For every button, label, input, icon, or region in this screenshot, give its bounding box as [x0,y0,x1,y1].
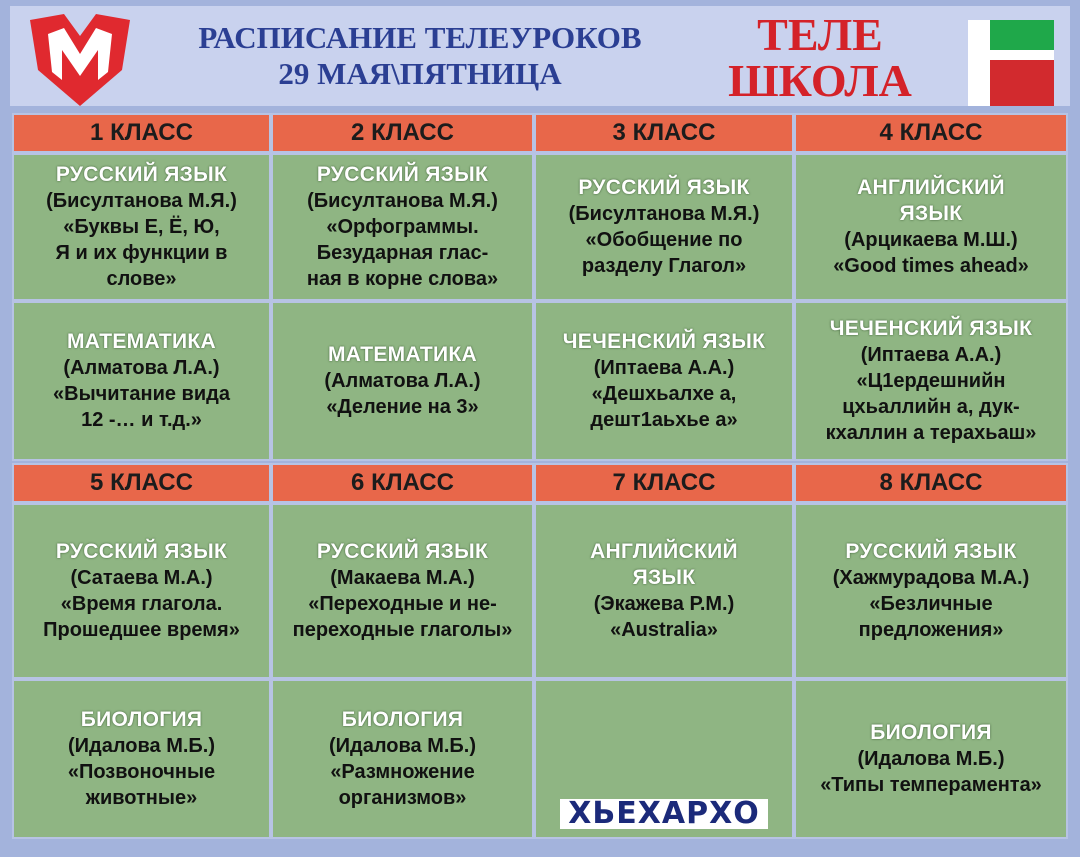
grade-header: 5 КЛАСС [12,463,271,503]
schedule-grid-grades-1-4 [12,113,1068,461]
teacher: (Идалова М.Б.) [857,748,1005,770]
topic: «Время глагола. [60,593,223,615]
lesson-cell [12,679,271,839]
topic: «Орфограммы. [326,216,479,238]
header [10,6,1070,106]
topic: переходные глаголы» [292,619,513,641]
lesson-cell [271,153,534,301]
teacher: (Иптаева А.А.) [593,357,735,379]
teacher: (Иптаева А.А.) [860,344,1002,366]
grade-header: 3 КЛАСС [534,113,794,153]
topic: «Позвоночные [67,761,216,783]
teacher: (Идалова М.Б.) [67,735,216,757]
topic: «Australia» [610,619,718,641]
teacher: (Бисултанова М.Я.) [568,203,760,225]
topic: «Деление на 3» [326,396,479,418]
subject: РУССКИЙ ЯЗЫК [578,176,750,199]
subject: ЯЗЫК [899,202,963,225]
topic: дешт1аьхье а» [590,409,738,431]
lesson-cell [794,153,1068,301]
topic: Прошедшее время» [43,619,240,641]
grade-header: 2 КЛАСС [271,113,534,153]
topic: «Безличные [869,593,993,615]
topic: разделу Глагол» [581,255,747,277]
topic: «Переходные и не- [308,593,497,615]
teacher: (Алматова Л.А.) [324,370,481,392]
lesson-cell [12,301,271,461]
grade-header: 7 КЛАСС [534,463,794,503]
teacher: (Экажева Р.М.) [593,593,735,615]
topic: кхаллин а терахьаш» [825,422,1037,444]
teacher: (Макаева М.А.) [330,567,475,589]
subject: МАТЕМАТИКА [328,343,477,366]
topic: ная в корне слова» [306,268,499,290]
grade-header: 4 КЛАСС [794,113,1068,153]
title-line-1: РАСПИСАНИЕ ТЕЛЕУРОКОВ [198,20,642,55]
lesson-cell [534,301,794,461]
lesson-cell [534,503,794,679]
m-shield-logo-icon [24,10,136,108]
lesson-cell [794,503,1068,679]
grade-header: 6 КЛАСС [271,463,534,503]
subject: РУССКИЙ ЯЗЫК [55,540,228,563]
subject: РУССКИЙ ЯЗЫК [845,540,1017,563]
brand-line-2: ШКОЛА [728,55,912,106]
subject: РУССКИЙ ЯЗЫК [316,163,489,186]
teacher: (Сатаева М.А.) [70,567,213,589]
teacher: (Алматова Л.А.) [63,357,220,379]
subject: АНГЛИЙСКИЙ [857,176,1005,199]
topic: 12 -… и т.д.» [81,409,202,431]
title-line-2: 29 МАЯ\ПЯТНИЦА [278,56,562,91]
subject: БИОЛОГИЯ [870,721,992,744]
subject: РУССКИЙ ЯЗЫК [316,540,489,563]
topic: животные» [85,787,198,809]
lesson-cell [534,153,794,301]
subject: БИОЛОГИЯ [341,708,464,731]
topic: «Good times ahead» [833,255,1029,277]
topic: «Вычитание вида [53,383,230,405]
teacher: (Бисултанова М.Я.) [307,190,498,212]
teacher: (Бисултанова М.Я.) [46,190,237,212]
lesson-cell [12,503,271,679]
chechen-flag-icon [968,20,1054,106]
lesson-cell [12,153,271,301]
grade-header: 8 КЛАСС [794,463,1068,503]
topic: «Ц1ердешнийн [856,370,1006,392]
page-title [180,20,660,92]
topic: слове» [106,268,177,290]
topic: «Буквы Е, Ё, Ю, [63,216,220,238]
topic: «Обобщение по [585,229,743,251]
teacher: (Идалова М.Б.) [328,735,477,757]
subject: ЯЗЫК [632,566,696,589]
topic: организмов» [338,787,467,809]
subject: АНГЛИЙСКИЙ [590,540,738,563]
subject: ЧЕЧЕНСКИЙ ЯЗЫК [562,330,766,353]
topic: Безударная глас- [316,242,489,264]
teacher: (Хажмурадова М.А.) [832,567,1030,589]
teleshkola-brand [710,9,930,106]
subject: БИОЛОГИЯ [80,708,203,731]
brand-line-1: ТЕЛЕ [757,9,883,60]
subject: РУССКИЙ ЯЗЫК [55,163,228,186]
subject: ЧЕЧЕНСКИЙ ЯЗЫК [829,317,1033,340]
lesson-cell [271,503,534,679]
topic: «Типы темперамента» [820,774,1042,796]
schedule-grid-grades-5-8 [12,463,1068,839]
lesson-cell [271,679,534,839]
topic: «Дешхьалхе а, [591,383,737,405]
khekharkho-logo: ХЬЕХАРХО [560,799,767,829]
topic: предложения» [858,619,1004,641]
topic: «Размножение [330,761,475,783]
lesson-cell [794,301,1068,461]
subject: МАТЕМАТИКА [67,330,216,353]
topic: Я и их функции в [55,242,228,264]
khekharkho-cell [534,679,794,839]
teacher: (Арцикаева М.Ш.) [844,229,1018,251]
grade-header: 1 КЛАСС [12,113,271,153]
lesson-cell [794,679,1068,839]
lesson-cell [271,301,534,461]
topic: цхьаллийн а, дук- [842,396,1020,418]
